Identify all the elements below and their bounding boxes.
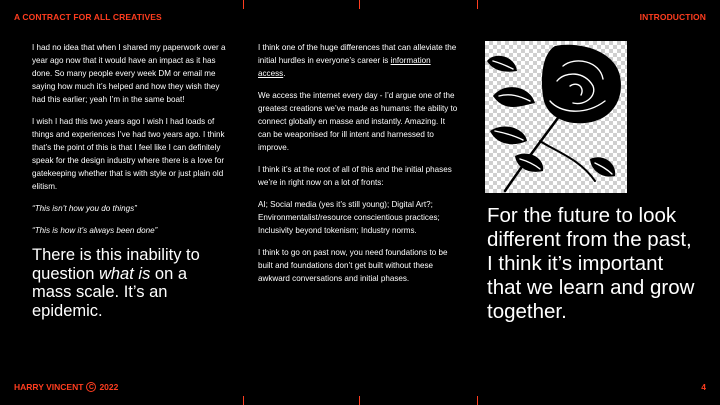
paragraph: I had no idea that when I shared my paperwork over a year ago now that it would have an impact as it has done. So many people every week DM or email me saying how much it’s helped and how they wish they had this earlier; yeah I’m in the same boat! [32,43,226,104]
top-divider-tick-2 [359,0,360,9]
column-middle [258,41,458,294]
bottom-divider-tick-3 [477,396,478,405]
bottom-divider-tick-2 [359,396,360,405]
paragraph: We access the internet every day - I’d argue one of the greatest creations we’ve made as humans: the ability to connect globally en masse and instantly. Amazing. It can be weaponised for ill intent and harnessed to improve. [258,91,458,152]
section-title: INTRODUCTION [639,12,706,22]
footer-credit [14,382,118,392]
top-divider-tick-1 [243,0,244,9]
paragraph: I think to go on past now, you need foundations to be built and foundations don’t get built without these awkward conversations and initial phases. [258,248,448,283]
quote-line: “This isn’t how you do things” [32,204,137,213]
bottom-divider-tick-1 [243,396,244,405]
page-number: 4 [701,382,706,392]
paragraph: I wish I had this two years ago I wish I had loads of things and experiences I’ve had two years ago. I think that’s the point of this is that I feel like I can definitely speak for the design industry where there is a love for gatekeeping whether that is with style or just plain old elitism. [32,117,225,191]
document-title: A CONTRACT FOR ALL CREATIVES [14,12,162,22]
author-name: HARRY VINCENT [14,382,84,392]
quote-line: “This is how it’s always been done” [32,226,158,235]
pull-quote: For the future to look different from the past, I think it’s important that we learn and grow together. [487,204,695,323]
rose-illustration-icon [485,41,627,193]
paragraph [258,41,458,80]
statement-emphasis: what is [98,264,151,283]
information-access-link[interactable]: information access [258,56,431,78]
emphasis-statement [32,246,228,320]
paragraph-text: . [283,69,286,78]
copyright-icon: C [86,382,96,392]
paragraph: I think it’s at the root of all of this and the initial phases we’re in right now on a lot of fronts: [258,165,452,187]
paragraph-text: I think one of the huge differences that can alleviate the initial hurdles in everyone’s career is [258,43,457,65]
column-left [32,41,228,329]
top-divider-tick-3 [477,0,478,9]
statement-text: There is this inability to question [32,246,200,283]
copyright-year: 2022 [99,382,119,392]
paragraph: AI; Social media (yes it’s still young); Digital Art?; Environmentalist/resource conscientious practices; Inclusivity beyond tokenism; Industry norms. [258,200,440,235]
statement-text: on a mass scale. It’s an epidemic. [32,264,188,320]
